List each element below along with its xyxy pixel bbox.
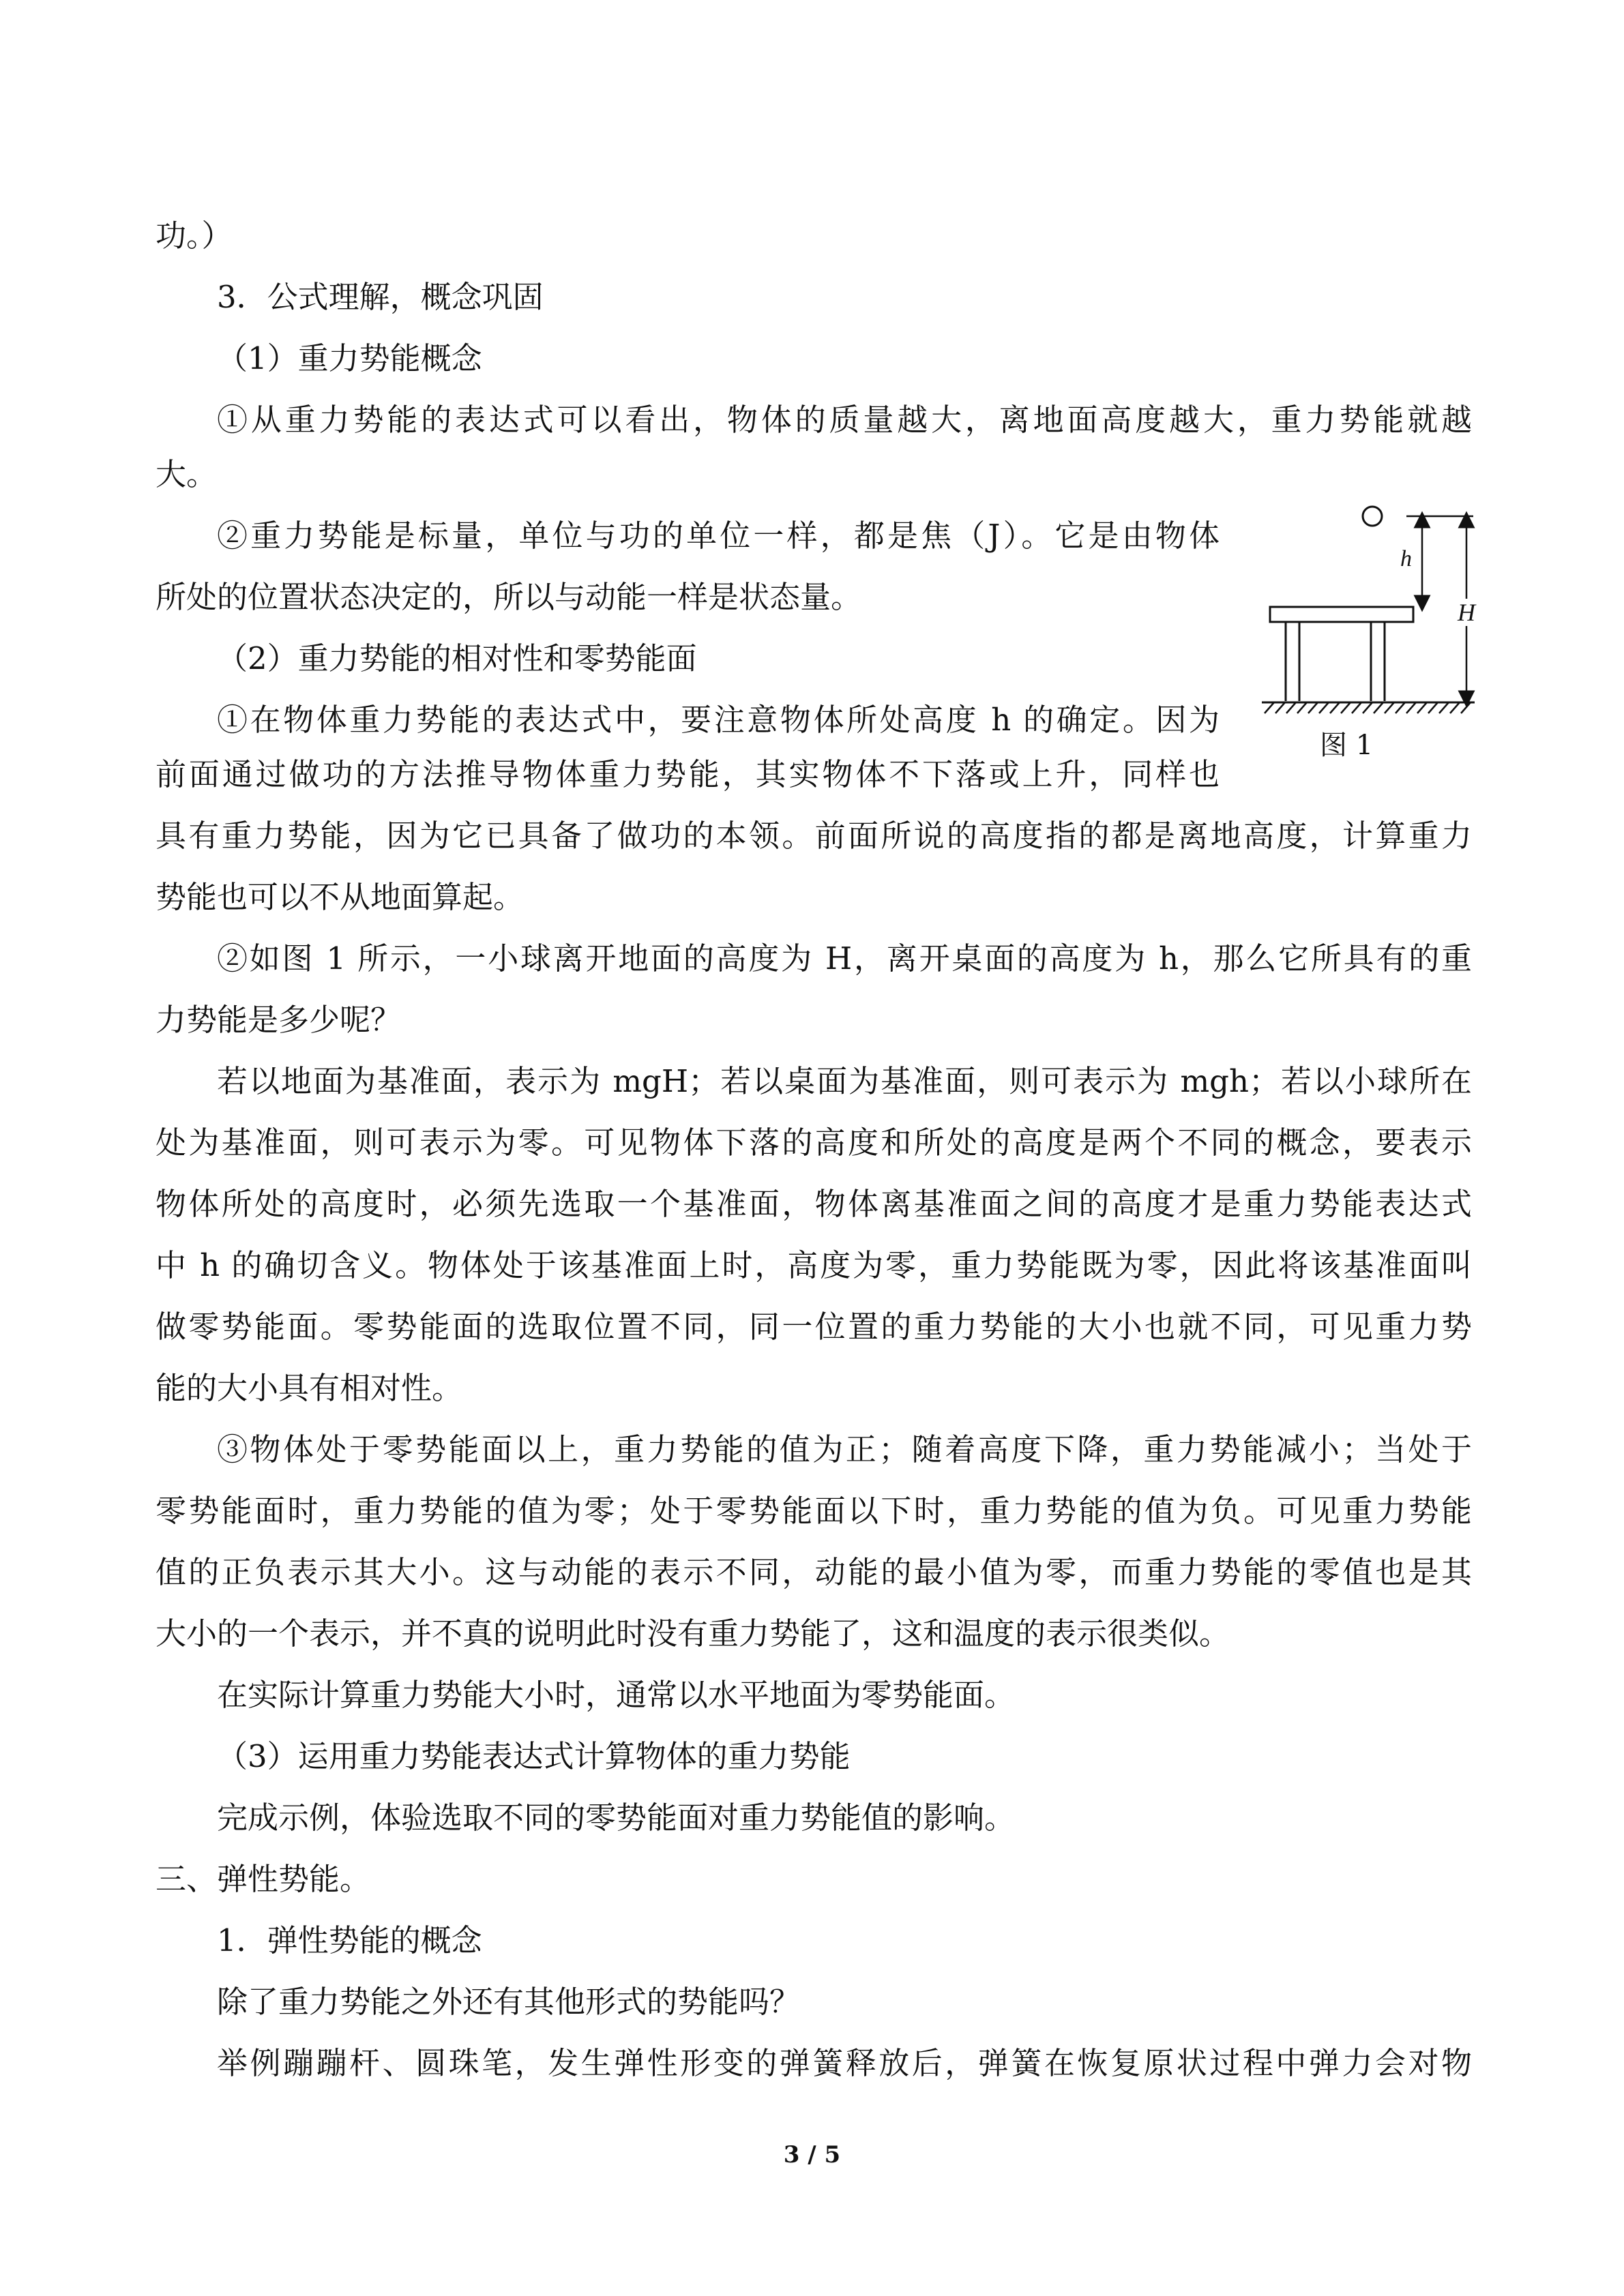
table-top	[1270, 607, 1413, 622]
paragraph-line: 举例蹦蹦杆、圆珠笔，发生弹性形变的弹簧释放后，弹簧在恢复原状过程中弹力会对物	[217, 2045, 1472, 2081]
paragraph-line: 大小的一个表示，并不真的说明此时没有重力势能了，这和温度的表示很类似。	[156, 1615, 1230, 1652]
paragraph-line: 前面通过做功的方法推导物体重力势能，其实物体不下落或上升，同样也	[156, 756, 1220, 792]
subsection-heading: （1）重力势能概念	[217, 340, 482, 376]
paragraph-line: ①从重力势能的表达式可以看出，物体的质量越大，离地面高度越大，重力势能就越	[217, 402, 1472, 438]
paragraph-line: ②如图 1 所示，一小球离开地面的高度为 H，离开桌面的高度为 h，那么它所具有的重	[217, 940, 1472, 976]
paragraph-line: 物体所处的高度时，必须先选取一个基准面，物体离基准面之间的高度才是重力势能表达式	[156, 1186, 1472, 1222]
ball-icon	[1363, 507, 1382, 526]
paragraph-line: ①在物体重力势能的表达式中，要注意物体所处高度 h 的确定。因为	[217, 702, 1220, 738]
paragraph-line: 能的大小具有相对性。	[156, 1370, 463, 1406]
ground-hatch	[1265, 702, 1471, 713]
paragraph-line: 做零势能面。零势能面的选取位置不同，同一位置的重力势能的大小也就不同，可见重力势	[156, 1309, 1472, 1345]
subsection-heading: （2）重力势能的相对性和零势能面	[217, 640, 697, 676]
paragraph-line: 势能也可以不从地面算起。	[156, 879, 525, 915]
paragraph-line: 若以地面为基准面，表示为 mgH；若以桌面为基准面，则可表示为 mgh；若以小球所在	[217, 1063, 1472, 1099]
paragraph-line: ③物体处于零势能面以上，重力势能的值为正；随着高度下降，重力势能减小；当处于	[217, 1431, 1472, 1467]
section-heading: 3．公式理解，概念巩固	[217, 279, 544, 315]
paragraph-line: 力势能是多少呢？	[156, 1002, 402, 1038]
page-number: 3 / 5	[783, 2141, 841, 2168]
H-label: H	[1458, 599, 1475, 626]
paragraph-line: 零势能面时，重力势能的值为零；处于零势能面以下时，重力势能的值为负。可见重力势能	[156, 1493, 1472, 1529]
paragraph-line: 在实际计算重力势能大小时，通常以水平地面为零势能面。	[217, 1677, 1016, 1713]
subsection-heading: 1．弹性势能的概念	[217, 1922, 482, 1958]
paragraph-line: 功。）	[156, 218, 233, 254]
table-legs	[1286, 622, 1385, 701]
paragraph-line: 除了重力势能之外还有其他形式的势能吗？	[217, 1984, 801, 2020]
figure-caption: 图 1	[1320, 730, 1374, 761]
paragraph-line: 所处的位置状态决定的，所以与动能一样是状态量。	[156, 579, 862, 615]
h-label: h	[1400, 546, 1412, 571]
paragraph-line: 完成示例，体验选取不同的零势能面对重力势能值的影响。	[217, 1800, 1016, 1836]
paragraph-line: 中 h 的确切含义。物体处于该基准面上时，高度为零，重力势能既为零，因此将该基准面叫	[156, 1247, 1472, 1283]
section-heading: 三、弹性势能。	[156, 1861, 371, 1897]
paragraph-line: 具有重力势能，因为它已具备了做功的本领。前面所说的高度指的都是离地高度，计算重力	[156, 818, 1472, 854]
paragraph-line: 值的正负表示其大小。这与动能的表示不同，动能的最小值为零，而重力势能的零值也是其	[156, 1554, 1472, 1590]
paragraph-line: 大。	[156, 456, 218, 492]
subsection-heading: （3）运用重力势能表达式计算物体的重力势能	[217, 1738, 851, 1774]
paragraph-line: 处为基准面，则可表示为零。可见物体下落的高度和所处的高度是两个不同的概念，要表示	[156, 1124, 1472, 1161]
paragraph-line: ②重力势能是标量，单位与功的单位一样，都是焦（J）。它是由物体	[217, 518, 1220, 554]
